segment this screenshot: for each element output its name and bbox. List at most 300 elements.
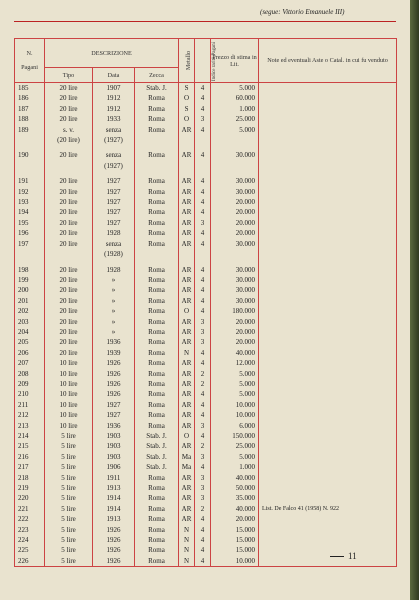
cell-n: 224: [15, 535, 45, 545]
cell-data: 1939: [93, 348, 135, 358]
cell-tipo: 20 lire: [45, 317, 93, 327]
cell-prezzo: 30.000: [211, 187, 259, 197]
table-row: [15, 83, 397, 94]
cell-indice: [195, 161, 211, 171]
cell-n: [15, 135, 45, 145]
cell-n: 188: [15, 114, 45, 124]
cell-n: 206: [15, 348, 45, 358]
cell-tipo: 5 lire: [45, 525, 93, 535]
cell-prezzo: 20.000: [211, 218, 259, 228]
cell-n: 220: [15, 493, 45, 503]
cell-data: 1936: [93, 421, 135, 431]
cell-prezzo: 30.000: [211, 265, 259, 275]
cell-metallo: [179, 161, 195, 171]
cell-metallo: O: [179, 431, 195, 441]
cell-note: List. De Falco 41 (1958) N. 922: [259, 504, 397, 514]
cell-indice: 4: [195, 525, 211, 535]
cell-prezzo: 20.000: [211, 514, 259, 524]
cell-zecca: Roma: [135, 275, 179, 285]
table-row: [15, 337, 397, 347]
cell-prezzo: 30.000: [211, 239, 259, 249]
cell-indice: 4: [195, 410, 211, 420]
cell-tipo: 5 lire: [45, 473, 93, 483]
cell-note: [259, 239, 397, 249]
cell-n: 215: [15, 441, 45, 451]
cell-note: [259, 369, 397, 379]
cell-metallo: N: [179, 535, 195, 545]
cell-zecca: Stab. J.: [135, 441, 179, 451]
cell-note: [259, 462, 397, 472]
cell-data: senza: [93, 239, 135, 249]
cell-n: 204: [15, 327, 45, 337]
cell-note: [259, 275, 397, 285]
cell-n: 200: [15, 285, 45, 295]
cell-zecca: Roma: [135, 125, 179, 135]
cell-data: 1926: [93, 535, 135, 545]
cell-prezzo: 15.000: [211, 525, 259, 535]
cell-indice: 3: [195, 473, 211, 483]
cell-note: [259, 410, 397, 420]
cell-tipo: 20 lire: [45, 114, 93, 124]
col-header-indice: Indice rarità Pagani: [195, 39, 211, 83]
table-row: [15, 285, 397, 295]
cell-indice: 4: [195, 348, 211, 358]
cell-metallo: O: [179, 306, 195, 316]
cell-indice: 3: [195, 337, 211, 347]
cell-tipo: 10 lire: [45, 400, 93, 410]
cell-prezzo: 40.000: [211, 348, 259, 358]
cell-data: (1927): [93, 135, 135, 145]
cell-zecca: Roma: [135, 421, 179, 431]
cell-metallo: AR: [179, 493, 195, 503]
cell-metallo: AR: [179, 473, 195, 483]
cell-zecca: Roma: [135, 556, 179, 567]
cell-n: 189: [15, 125, 45, 135]
cell-tipo: 20 lire: [45, 150, 93, 160]
cell-indice: 4: [195, 239, 211, 249]
cell-prezzo: 35.000: [211, 493, 259, 503]
cell-tipo: 20 lire: [45, 285, 93, 295]
cell-tipo: 20 lire: [45, 265, 93, 275]
cell-note: [259, 83, 397, 94]
cell-indice: 4: [195, 556, 211, 567]
cell-prezzo: 20.000: [211, 337, 259, 347]
table-row: [15, 265, 397, 275]
col-header-tipo: Tipo: [45, 68, 93, 83]
cell-metallo: AR: [179, 358, 195, 368]
cell-note: [259, 535, 397, 545]
cell-metallo: N: [179, 556, 195, 567]
cell-note: [259, 317, 397, 327]
cell-metallo: O: [179, 114, 195, 124]
cell-data: 1914: [93, 493, 135, 503]
cell-n: 197: [15, 239, 45, 249]
cell-indice: 3: [195, 483, 211, 493]
cell-metallo: AR: [179, 275, 195, 285]
col-header-metallo: Metallo: [179, 39, 195, 83]
cell-indice: 2: [195, 369, 211, 379]
cell-prezzo: 1.000: [211, 462, 259, 472]
cell-indice: 4: [195, 93, 211, 103]
cell-prezzo: 30.000: [211, 285, 259, 295]
cell-note: [259, 104, 397, 114]
cell-tipo: 10 lire: [45, 410, 93, 420]
cell-zecca: Roma: [135, 348, 179, 358]
cell-indice: 4: [195, 275, 211, 285]
cell-metallo: AR: [179, 514, 195, 524]
table-row: [15, 514, 397, 524]
col-header-note: Note ed eventuali Aste o Catal. in cui fu venduto: [259, 39, 397, 83]
cell-prezzo: 30.000: [211, 296, 259, 306]
cell-data: »: [93, 327, 135, 337]
cell-tipo: 20 lire: [45, 239, 93, 249]
cell-metallo: Ma: [179, 462, 195, 472]
cell-prezzo: 20.000: [211, 327, 259, 337]
cell-data: 1911: [93, 473, 135, 483]
cell-tipo: 5 lire: [45, 452, 93, 462]
cell-note: [259, 493, 397, 503]
cell-prezzo: [211, 249, 259, 259]
cell-prezzo: 40.000: [211, 504, 259, 514]
cell-zecca: Roma: [135, 265, 179, 275]
cell-tipo: 10 lire: [45, 358, 93, 368]
cell-metallo: AR: [179, 265, 195, 275]
cell-zecca: Roma: [135, 176, 179, 186]
cell-data: 1912: [93, 104, 135, 114]
cell-n: [15, 249, 45, 259]
table-row: [15, 441, 397, 451]
cell-zecca: Roma: [135, 150, 179, 160]
cell-indice: 2: [195, 441, 211, 451]
cell-metallo: AR: [179, 125, 195, 135]
cell-zecca: [135, 161, 179, 171]
cell-note: [259, 114, 397, 124]
cell-zecca: Roma: [135, 239, 179, 249]
cell-prezzo: 15.000: [211, 535, 259, 545]
cell-metallo: [179, 249, 195, 259]
cell-indice: 4: [195, 296, 211, 306]
cell-indice: 3: [195, 114, 211, 124]
table-row: [15, 114, 397, 124]
cell-indice: [195, 135, 211, 145]
cell-note: [259, 150, 397, 160]
cell-metallo: S: [179, 104, 195, 114]
cell-tipo: 5 lire: [45, 514, 93, 524]
cell-zecca: Roma: [135, 104, 179, 114]
cell-data: 1928: [93, 265, 135, 275]
cell-tipo: 20 lire: [45, 197, 93, 207]
cell-metallo: AR: [179, 327, 195, 337]
cell-tipo: [45, 249, 93, 259]
cell-indice: [195, 249, 211, 259]
cell-tipo: 10 lire: [45, 379, 93, 389]
cell-zecca: Roma: [135, 535, 179, 545]
cell-indice: 3: [195, 327, 211, 337]
cell-zecca: Roma: [135, 114, 179, 124]
table-row: [15, 197, 397, 207]
cell-indice: 3: [195, 421, 211, 431]
cell-note: [259, 125, 397, 135]
cell-prezzo: 10.000: [211, 410, 259, 420]
cell-zecca: Roma: [135, 525, 179, 535]
cell-tipo: 10 lire: [45, 369, 93, 379]
cell-n: 208: [15, 369, 45, 379]
cell-data: 1927: [93, 400, 135, 410]
cell-zecca: Roma: [135, 228, 179, 238]
cell-prezzo: 60.000: [211, 93, 259, 103]
table-row: [15, 535, 397, 545]
cell-tipo: 20 lire: [45, 275, 93, 285]
cell-zecca: Stab. J.: [135, 462, 179, 472]
cell-data: 1913: [93, 514, 135, 524]
cell-zecca: Roma: [135, 327, 179, 337]
table-body: [15, 83, 397, 567]
cell-data: 1903: [93, 452, 135, 462]
cell-zecca: Roma: [135, 197, 179, 207]
cell-prezzo: 5.000: [211, 83, 259, 94]
cell-tipo: 5 lire: [45, 493, 93, 503]
cell-n: 193: [15, 197, 45, 207]
cell-n: 212: [15, 410, 45, 420]
table-row: [15, 410, 397, 420]
cell-data: »: [93, 275, 135, 285]
cell-zecca: Stab. J.: [135, 431, 179, 441]
cell-tipo: 20 lire: [45, 337, 93, 347]
col-header-zecca: Zecca: [135, 68, 179, 83]
cell-prezzo: 20.000: [211, 197, 259, 207]
cell-tipo: 5 lire: [45, 483, 93, 493]
cell-tipo: 5 lire: [45, 431, 93, 441]
cell-note: [259, 306, 397, 316]
cell-note: [259, 228, 397, 238]
cell-metallo: AR: [179, 207, 195, 217]
table-row: [15, 431, 397, 441]
cell-note: [259, 327, 397, 337]
cell-indice: 3: [195, 218, 211, 228]
cell-prezzo: 15.000: [211, 545, 259, 555]
cell-indice: 3: [195, 317, 211, 327]
table-row: [15, 125, 397, 135]
table-row: [15, 135, 397, 145]
cell-prezzo: 25.000: [211, 114, 259, 124]
cell-indice: 4: [195, 431, 211, 441]
table-row: [15, 369, 397, 379]
cell-n: 190: [15, 150, 45, 160]
cell-zecca: Roma: [135, 493, 179, 503]
cell-prezzo: 30.000: [211, 275, 259, 285]
cell-metallo: AR: [179, 441, 195, 451]
cell-data: 1927: [93, 207, 135, 217]
cell-metallo: AR: [179, 176, 195, 186]
cell-indice: 3: [195, 493, 211, 503]
cell-indice: 4: [195, 389, 211, 399]
table-row: [15, 228, 397, 238]
table-row: [15, 462, 397, 472]
cell-n: 185: [15, 83, 45, 94]
cell-n: 196: [15, 228, 45, 238]
cell-indice: 4: [195, 228, 211, 238]
cell-tipo: 20 lire: [45, 207, 93, 217]
cell-prezzo: 20.000: [211, 207, 259, 217]
cell-prezzo: 20.000: [211, 317, 259, 327]
cell-indice: 2: [195, 379, 211, 389]
cell-prezzo: 50.000: [211, 483, 259, 493]
cell-tipo: 20 lire: [45, 348, 93, 358]
cell-metallo: [179, 135, 195, 145]
cell-data: 1903: [93, 431, 135, 441]
table-row: [15, 239, 397, 249]
cell-prezzo: 5.000: [211, 379, 259, 389]
cell-note: [259, 197, 397, 207]
cell-data: 1926: [93, 545, 135, 555]
cell-prezzo: 25.000: [211, 441, 259, 451]
cell-indice: 4: [195, 462, 211, 472]
cell-indice: 4: [195, 83, 211, 94]
col-header-descrizione: DESCRIZIONE: [45, 39, 179, 68]
cell-n: 192: [15, 187, 45, 197]
cell-indice: 4: [195, 176, 211, 186]
cell-n: 205: [15, 337, 45, 347]
cell-indice: 3: [195, 452, 211, 462]
cell-metallo: AR: [179, 483, 195, 493]
cell-zecca: Roma: [135, 93, 179, 103]
cell-data: (1928): [93, 249, 135, 259]
cell-n: 186: [15, 93, 45, 103]
cell-zecca: Roma: [135, 514, 179, 524]
cell-tipo: 5 lire: [45, 556, 93, 567]
cell-tipo: 5 lire: [45, 545, 93, 555]
cell-note: [259, 207, 397, 217]
cell-data: (1927): [93, 161, 135, 171]
col-header-data: Data: [93, 68, 135, 83]
cell-data: »: [93, 317, 135, 327]
cell-zecca: Roma: [135, 545, 179, 555]
cell-zecca: [135, 135, 179, 145]
cell-n: 225: [15, 545, 45, 555]
cell-metallo: AR: [179, 410, 195, 420]
cell-metallo: AR: [179, 400, 195, 410]
cell-prezzo: 20.000: [211, 228, 259, 238]
cell-n: 222: [15, 514, 45, 524]
cell-zecca: Roma: [135, 358, 179, 368]
cell-metallo: O: [179, 93, 195, 103]
cell-note: [259, 249, 397, 259]
cell-prezzo: 40.000: [211, 473, 259, 483]
cell-n: 201: [15, 296, 45, 306]
cell-metallo: AR: [179, 379, 195, 389]
cell-data: 1906: [93, 462, 135, 472]
cell-metallo: AR: [179, 317, 195, 327]
cell-zecca: Roma: [135, 410, 179, 420]
cell-n: 211: [15, 400, 45, 410]
cell-data: senza: [93, 125, 135, 135]
cell-tipo: (20 lire): [45, 135, 93, 145]
cell-data: 1927: [93, 197, 135, 207]
cell-note: [259, 161, 397, 171]
cell-tipo: 20 lire: [45, 83, 93, 94]
cell-indice: 4: [195, 125, 211, 135]
cell-zecca: Roma: [135, 473, 179, 483]
table-row: [15, 348, 397, 358]
cell-prezzo: 12.000: [211, 358, 259, 368]
cell-data: 1903: [93, 441, 135, 451]
cell-note: [259, 379, 397, 389]
cell-metallo: AR: [179, 285, 195, 295]
cell-n: 213: [15, 421, 45, 431]
cell-zecca: Roma: [135, 296, 179, 306]
table-row: [15, 93, 397, 103]
cell-metallo: AR: [179, 389, 195, 399]
coin-price-table: [14, 38, 397, 567]
table-row: [15, 358, 397, 368]
cell-data: 1926: [93, 358, 135, 368]
cell-data: senza: [93, 150, 135, 160]
cell-prezzo: 5.000: [211, 452, 259, 462]
cell-note: [259, 525, 397, 535]
cell-tipo: 20 lire: [45, 306, 93, 316]
cell-data: »: [93, 296, 135, 306]
table-row: [15, 327, 397, 337]
cell-n: 207: [15, 358, 45, 368]
cell-indice: 4: [195, 358, 211, 368]
cell-note: [259, 473, 397, 483]
cell-metallo: AR: [179, 337, 195, 347]
cell-note: [259, 218, 397, 228]
cell-indice: 4: [195, 187, 211, 197]
cell-note: [259, 265, 397, 275]
cell-indice: 4: [195, 150, 211, 160]
table-row: [15, 207, 397, 217]
table-row: [15, 473, 397, 483]
cell-data: 1933: [93, 114, 135, 124]
cell-metallo: AR: [179, 296, 195, 306]
cell-prezzo: 180.000: [211, 306, 259, 316]
table-row: [15, 150, 397, 160]
cell-indice: 4: [195, 104, 211, 114]
cell-prezzo: 5.000: [211, 125, 259, 135]
cell-tipo: 20 lire: [45, 218, 93, 228]
cell-note: [259, 431, 397, 441]
cell-note: [259, 187, 397, 197]
cell-metallo: AR: [179, 197, 195, 207]
cell-zecca: Stab. J.: [135, 83, 179, 94]
cell-data: »: [93, 306, 135, 316]
cell-data: 1907: [93, 83, 135, 94]
cell-zecca: Roma: [135, 187, 179, 197]
cell-note: [259, 545, 397, 555]
cell-note: [259, 337, 397, 347]
cell-prezzo: 5.000: [211, 389, 259, 399]
cell-zecca: Roma: [135, 400, 179, 410]
cell-data: 1927: [93, 218, 135, 228]
cell-n: 221: [15, 504, 45, 514]
cell-data: 1913: [93, 483, 135, 493]
table-row: [15, 249, 397, 259]
cell-metallo: AR: [179, 239, 195, 249]
cell-zecca: [135, 249, 179, 259]
cell-zecca: Roma: [135, 317, 179, 327]
cell-data: 1928: [93, 228, 135, 238]
cell-metallo: AR: [179, 369, 195, 379]
cell-tipo: 20 lire: [45, 93, 93, 103]
cell-zecca: Roma: [135, 379, 179, 389]
cell-indice: 4: [195, 535, 211, 545]
header-rule: [14, 21, 396, 22]
cell-metallo: AR: [179, 218, 195, 228]
cell-zecca: Roma: [135, 337, 179, 347]
cell-data: 1914: [93, 504, 135, 514]
cell-metallo: AR: [179, 187, 195, 197]
